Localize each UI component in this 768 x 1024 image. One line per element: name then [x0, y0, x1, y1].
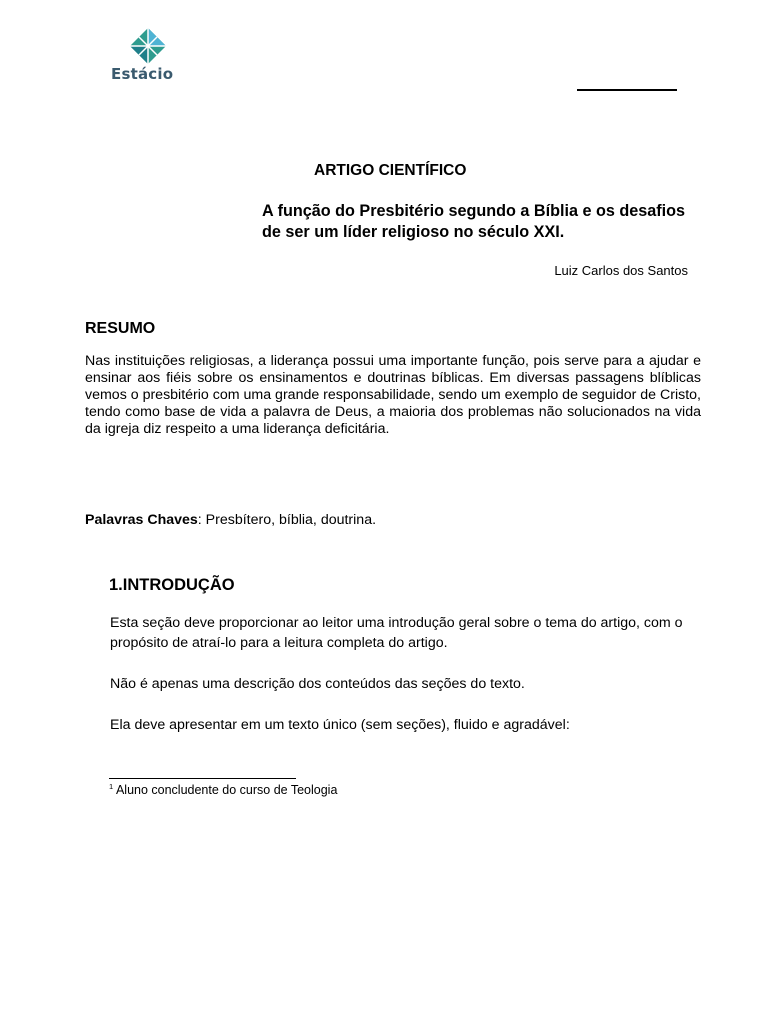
keywords-line [85, 512, 376, 528]
abstract-heading: RESUMO [85, 320, 156, 337]
footnote-marker: 1 [109, 782, 114, 791]
introduction-paragraph: Ela deve apresentar em um texto único (sem seções), fluido e agradável: [110, 717, 570, 733]
keywords-label: Palavras Chaves [85, 512, 198, 528]
author-name [554, 263, 688, 278]
footnote [109, 782, 337, 797]
header-rule [577, 89, 677, 91]
footnote-separator [109, 778, 296, 779]
document-title: A função do Presbitério segundo a Bíblia e os desafios de ser um líder religioso no século XXI. [262, 202, 686, 241]
keywords-values: : Presbítero, bíblia, doutrina. [197, 512, 377, 528]
introduction-paragraph: Não é apenas uma descrição dos conteúdos das seções do texto. [110, 676, 525, 692]
document-type: ARTIGO CIENTÍFICO [314, 162, 467, 179]
introduction-heading: 1.INTRODUÇÃO [109, 576, 235, 594]
logo-text: Estácio [111, 65, 174, 83]
estacio-diamond-icon [108, 26, 192, 66]
introduction-paragraph: Esta seção deve proporcionar ao leitor uma introdução geral sobre o tema do artigo, com o propósito de atraí-lo para a leitura completa do artigo. [110, 615, 683, 651]
abstract-text: Nas instituições religiosas, a liderança possui uma importante função, pois serve para a ajudar e ensinar aos fiéis sobre os ensinamentos e doutrinas bíblicas. Em diversas passagens blíblicas vemos o presbitério com uma grande responsabilidade, sendo um exemplo de seguidor de Cristo, tendo como base de vida a palavra de Deus, a maioria dos problemas não solucionados na vida da igreja diz respeito a uma liderança deficitária. [85, 353, 701, 437]
author-text: Luiz Carlos dos Santos [554, 263, 688, 278]
footnote-text: Aluno concludente do curso de Teologia [113, 783, 338, 797]
